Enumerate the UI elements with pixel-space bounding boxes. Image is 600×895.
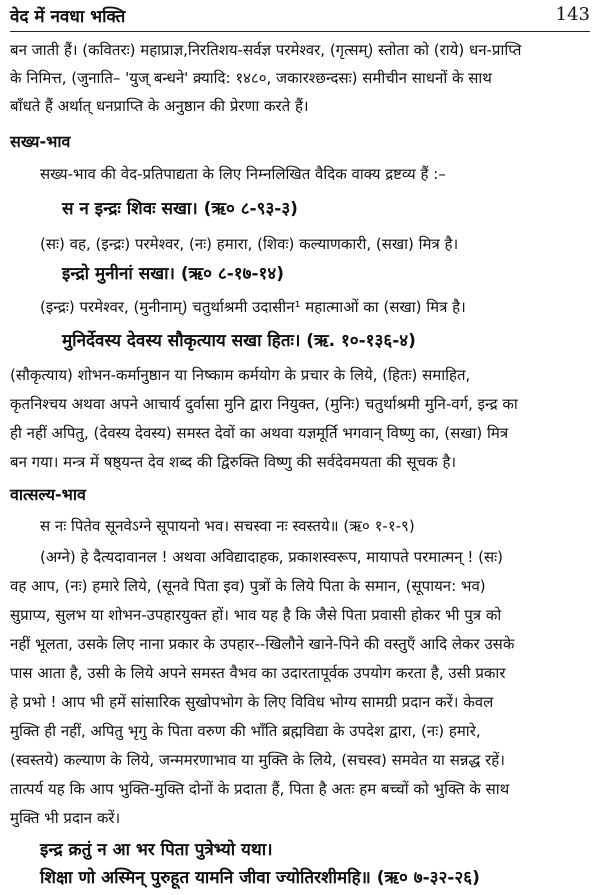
section-heading: सख्य-भाव [10, 132, 71, 151]
text-line: पास आता है, उसी के लिये अपने समस्त वैभव का उदारतापूर्वक उपयोग करता है, उसी प्रकार [10, 664, 506, 682]
text-line: मुक्ति भी प्रदान करें। [10, 809, 121, 827]
text-line: स नः पितेव सूनवेऽग्ने सूपायनो भव। सचस्वा नः स्वस्तये॥ (ऋ० १-१-९) [40, 517, 415, 535]
text-line: सुप्राप्य, सुलभ या शोभन-उपहारयुक्त हों। भाव यह है कि जैसे पिता प्रवासी होकर भी पुत्र को [10, 606, 502, 624]
verse-line: मुनिर्देवस्य देवस्य सौकृत्याय सखा हितः। (ऋ. १०-१३६-४) [62, 331, 416, 351]
text-line: मुक्ति ही नहीं, अपितु भृगु के पिता वरुण की भाँति ब्रह्मविद्या के उपदेश द्वारा, (नः) हमारे, [10, 722, 481, 740]
running-title: वेद में नवधा भक्ति [10, 7, 126, 27]
text-line: वह आप, (नः) हमारे लिये, (सूनवे पिता इव) पुत्रों के लिये पिता के समान, (सूपायन: भव) [10, 577, 486, 595]
header-rule [10, 31, 590, 32]
text-line: कृतनिश्चय अथवा अपने आचार्य दुर्वासा मुनि द्वारा नियुक्त, (मुनिः) चतुर्थाश्रमी मुनि-वर्ग, इन्द्र का [10, 395, 518, 413]
text-line: सख्य-भाव की वेद-प्रतिपाद्यता के लिए निम्नलिखित वैदिक वाक्य द्रष्टव्य हैं :– [40, 165, 446, 183]
section-heading: वात्सल्य-भाव [10, 485, 86, 504]
text-line: बन जाती हैं। (कवितरः) महाप्राज्ञ,निरतिशय-सर्वज्ञ परमेश्वर, (गृत्सम्) स्तोता को (राये) धन-प्राप्ति [10, 41, 522, 59]
verse-line: इन्द्र क्रतुं न आ भर पिता पुत्रेभ्यो यथा। [40, 840, 273, 860]
text-line: ही नहीं अपितु, (देवस्य देवस्य) समस्त देवों का अथवा यज्ञमूर्ति भगवान् विष्णु का, (सखा) मित्र [10, 424, 509, 442]
text-line: बन गया। मन्त्र में षष्ठ्यन्त देव शब्द की द्विरुक्ति विष्णु की सर्वदेवमयता की सूचक है। [10, 453, 457, 471]
text-line: बाँधते हैं अर्थात् धनप्राप्ति के अनुष्ठान की प्रेरणा करते हैं। [10, 97, 309, 115]
page-number: 143 [555, 4, 590, 25]
text-line: (स्वस्तये) कल्याण के लिये, जन्ममरणाभाव या मुक्ति के लिये, (सचस्व) समवेत या सन्नद्ध रहें। [10, 751, 505, 769]
text-line: के निमित्त, (जुनाति– 'युज् बन्धने' क्र्यादि: १४८०, जकारश्छन्दसः) समीचीन साधनों के साथ [10, 69, 492, 87]
verse-line: इन्द्रो मुनीनां सखा। (ऋ० ८-१७-१४) [62, 264, 284, 284]
text-line: (सौकृत्याय) शोभन-कर्मानुष्ठान या निष्काम कर्मयोग के प्रचार के लिये, (हितः) समाहित, [10, 366, 471, 384]
text-line: हे प्रभो ! आप भी हमें सांसारिक सुखोपभोग के लिए विविध भोग्य सामग्री प्रदान करें। केवल [10, 693, 494, 711]
text-line: (अग्ने) हे दैत्यदावानल ! अथवा अविद्यादाहक, प्रकाशस्वरूप, मायापते परमात्मन् ! (सः) [40, 548, 504, 566]
text-line: (इन्द्रः) परमेश्वर, (मुनीनाम्) चतुर्थाश्रमी उदासीन¹ महात्माओं का (सखा) मित्र है। [40, 298, 466, 316]
verse-line: शिक्षा णो अस्मिन् पुरुहूत यामनि जीवा ज्योतिरशीमहि॥ (ऋ० ७-३२-२६) [40, 868, 480, 888]
text-line: नहीं भूलता, उसके लिए नाना प्रकार के उपहार--खिलौने खाने-पिने की वस्तुएँ आदि लेकर उसके [10, 635, 515, 653]
verse-line: स न इन्द्रः शिवः सखा। (ऋ० ८-९३-३) [62, 199, 298, 219]
text-line: तात्पर्य यह कि आप भुक्ति-मुक्ति दोनों के प्रदाता हैं, पिता है अतः हम बच्चों को भुक्ति के साथ [10, 780, 510, 798]
text-line: (सः) वह, (इन्द्रः) परमेश्वर, (नः) हमारा, (शिवः) कल्याणकारी, (सखा) मित्र है। [40, 235, 459, 253]
